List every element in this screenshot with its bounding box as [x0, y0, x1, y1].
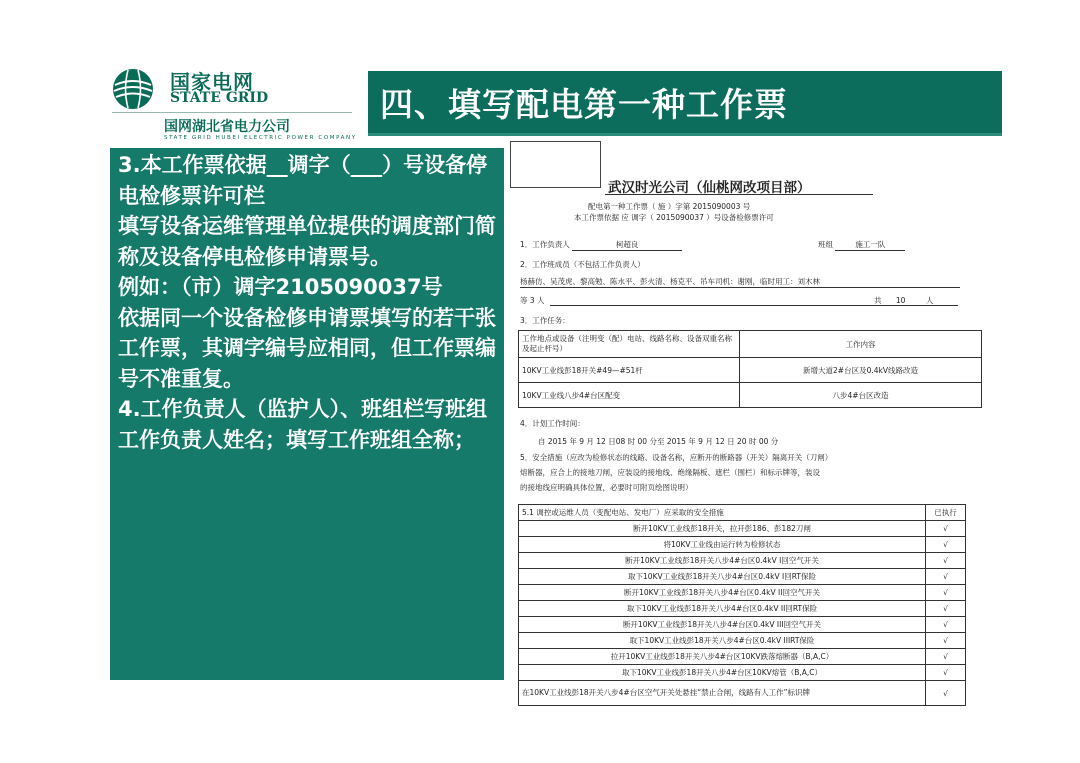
time-value: 自 2015 年 9 月 12 日08 时 00 分至 2015 年 9 月 12 日 20 时 00 分 — [538, 437, 779, 446]
task-place: 10KV工业线彭18开关#49—#51杆 — [519, 358, 740, 383]
logo-en-text: STATE GRID — [170, 90, 269, 106]
done-check-mark: √ — [926, 553, 966, 569]
explanation-line: 填写设备运维管理单位提供的调度部门简称及设备停电检修申请票号。 — [118, 214, 496, 269]
done-check-mark: √ — [926, 569, 966, 585]
explanation-line: 4.工作负责人（监护人）、班组栏写班组工作负责人姓名；填写工作班组全称； — [118, 397, 488, 452]
explanation-text — [118, 150, 498, 455]
table-row — [519, 358, 982, 383]
measure-item: 取下10KV工业线彭18开关八步4#台区0.4kV IIIRT保险 — [519, 633, 926, 649]
explanation-line: 依据同一个设备检修申请票填写的若干张工作票，其调字编号应相同，但工作票编号不准重复。 — [118, 305, 496, 391]
task-content: 新增大道2#台区及0.4kV线路改造 — [740, 358, 982, 383]
done-header: 已执行 — [926, 505, 966, 521]
done-check-mark: √ — [926, 649, 966, 665]
measure-item: 断开10KV工业线彭18开关，拉开彭186、彭182刀闸 — [519, 521, 926, 537]
measures-intro-2: 熔断器，应合上的接地刀闸，应装设的接地线、绝缘隔板、遮栏（围栏）和标示牌等，装设 — [520, 468, 820, 477]
members-total — [874, 295, 933, 306]
done-check-mark: √ — [926, 521, 966, 537]
table-row — [519, 537, 966, 553]
measures-table — [518, 504, 966, 706]
leader-name: 柯超良 — [572, 239, 682, 251]
done-check-mark: √ — [926, 537, 966, 553]
table-row — [519, 569, 966, 585]
total-value: 10 — [895, 296, 906, 305]
time-label: 4．计划工作时间： — [520, 419, 585, 428]
doc-company-underline — [605, 194, 873, 195]
total-label: 共 — [874, 296, 882, 305]
measure-item: 将10KV工业线由运行转为检修状态 — [519, 537, 926, 553]
table-row — [519, 681, 966, 706]
table-row — [519, 505, 966, 521]
doc-company: 武汉时光公司（仙桃网改项目部） — [608, 180, 811, 196]
work-ticket-document — [510, 140, 980, 708]
table-row — [519, 633, 966, 649]
task-header-content: 工作内容 — [740, 331, 982, 358]
table-row — [519, 665, 966, 681]
stamp-box — [510, 141, 601, 188]
measure-item: 断开10KV工业线彭18开关八步4#台区0.4kV I回空气开关 — [519, 553, 926, 569]
measure-item: 在10KV工业线彭18开关八步4#台区空气开关处悬挂“禁止合闸，线路有人工作”标识牌 — [519, 681, 926, 706]
leader-label: 1．工作负责人 — [520, 240, 570, 249]
task-content: 八步4#台区改造 — [740, 383, 982, 408]
team-name: 施工一队 — [835, 239, 905, 251]
company-name: 国网湖北省电力公司 — [164, 119, 290, 135]
section-1 — [520, 239, 682, 251]
explanation-line: 3.本工作票依据__调字（___）号设备停电检修票许可栏 — [118, 153, 488, 208]
measures-intro: 5．安全措施（应改为检修状态的线路、设备名称，应断开的断路器（开关）隔离开关（刀闸） — [520, 453, 833, 462]
team-label: 班组 — [818, 240, 833, 249]
members-label: 2．工作班成员（不包括工作负责人） — [520, 260, 645, 269]
title-bar — [368, 71, 1002, 133]
state-grid-logo-icon — [112, 68, 154, 110]
logo-cn-text: 国家电网 — [170, 70, 254, 94]
logo-block — [112, 66, 357, 148]
measure-item: 断开10KV工业线彭18开关八步4#台区0.4kV II回空气开关 — [519, 585, 926, 601]
table-row — [519, 383, 982, 408]
measure-item: 断开10KV工业线彭18开关八步4#台区0.4kV III回空气开关 — [519, 617, 926, 633]
table-row — [519, 553, 966, 569]
task-header-place: 工作地点或设备（注明变（配）电站、线路名称、设备双重名称及起止杆号） — [519, 331, 740, 358]
logo-divider — [112, 112, 352, 113]
measures-header: 5.1 调控或运维人员（变配电站、发电厂）应采取的安全措施 — [519, 505, 926, 521]
task-place: 10KV工业线八步4#台区配变 — [519, 383, 740, 408]
company-name-en: STATE GRID HUBEI ELECTRIC POWER COMPANY — [164, 135, 357, 141]
page-title: 四、填写配电第一种工作票 — [380, 85, 788, 124]
done-check-mark: √ — [926, 617, 966, 633]
team-field — [818, 239, 905, 251]
done-check-mark: √ — [926, 601, 966, 617]
total-unit: 人 — [925, 296, 934, 305]
table-row — [519, 649, 966, 665]
title-underline — [368, 133, 1002, 136]
table-row — [519, 601, 966, 617]
table-row — [519, 331, 982, 358]
done-check-mark: √ — [926, 681, 966, 706]
task-table — [518, 330, 982, 408]
explanation-line: 例如：（市）调字2105090037号 — [118, 275, 443, 299]
measure-item: 取下10KV工业线彭18开关八步4#台区0.4kV II回RT保险 — [519, 601, 926, 617]
measures-intro-3: 的接地线应明确具体位置，必要时可附页绘图说明） — [520, 483, 693, 492]
ticket-number-line: 配电第一种工作票（ 施 ）字第 2015090003 号 — [588, 202, 751, 211]
basis-line: 本工作票依据 应 调字（ 2015090037 ）号设备检修票许可 — [574, 213, 774, 222]
task-label: 3．工作任务： — [520, 316, 570, 325]
measure-item: 拉开10KV工业线彭18开关八步4#台区10KV跌落熔断器（B,A,C） — [519, 649, 926, 665]
measure-item: 取下10KV工业线彭18开关八步4#台区10KV熔管（B,A,C） — [519, 665, 926, 681]
members-count: 等 3 人 — [520, 296, 545, 305]
members-list: 杨赫仿、吴茂虎、黎高勉、陈水平、彭火清、杨克平、吊车司机：谢刚，临时用工：刘木林 — [520, 276, 960, 288]
done-check-mark: √ — [926, 585, 966, 601]
explanation-panel — [110, 148, 504, 680]
table-row — [519, 521, 966, 537]
done-check-mark: √ — [926, 665, 966, 681]
table-row — [519, 617, 966, 633]
measure-item: 取下10KV工业线彭18开关八步4#台区0.4kV I回RT保险 — [519, 569, 926, 585]
table-row — [519, 585, 966, 601]
done-check-mark: √ — [926, 633, 966, 649]
